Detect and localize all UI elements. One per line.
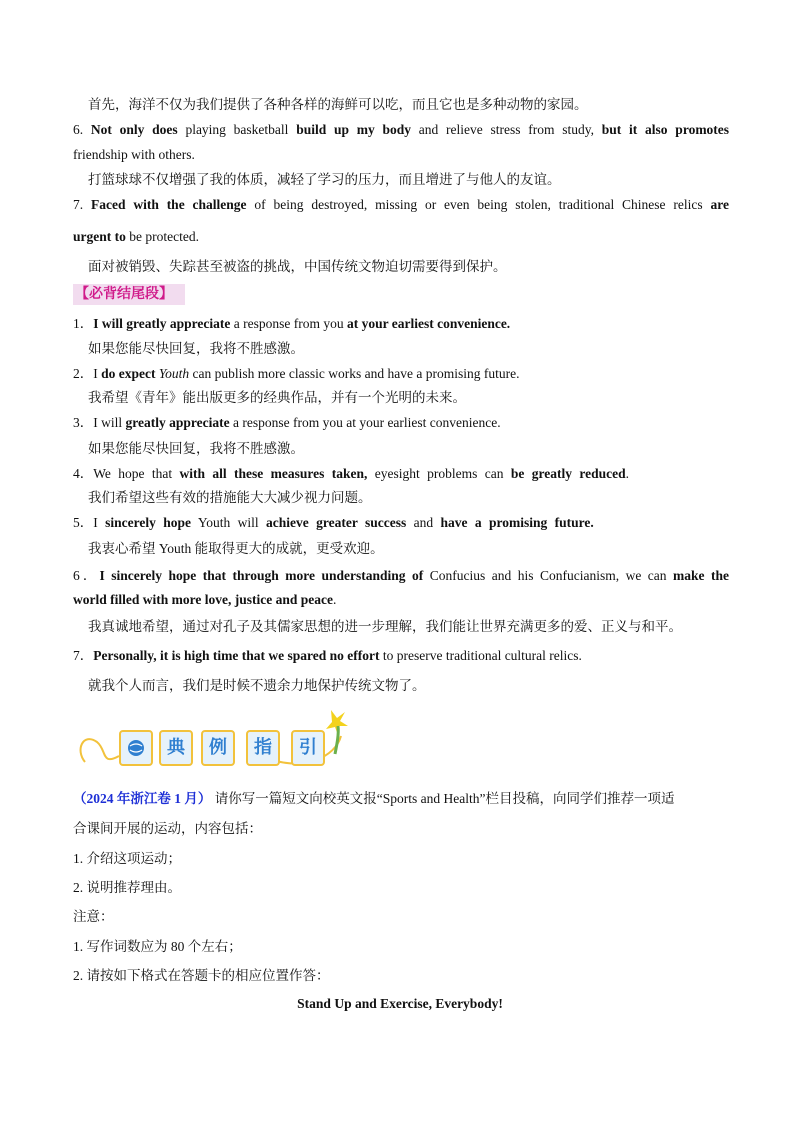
- task-note-item: 2. 请按如下格式在答题卡的相应位置作答：: [73, 968, 330, 983]
- chinese-translation: 我们希望这些有效的措施能大大减少视力问题。: [88, 490, 372, 505]
- ending-6: 6．I sincerely hope that through more understanding of Confucius and his Confucianism, we can make the: [73, 568, 730, 583]
- chinese-translation: 我真诚地希望，通过对孔子及其儒家思想的进一步理解，我们能让世界充满更多的爱、正义与和平。: [88, 619, 682, 634]
- sentence-6-cont: friendship with others.: [73, 147, 195, 162]
- ending-1: 1．I will greatly appreciate a response from you at your earliest convenience.: [73, 316, 511, 331]
- ending-3: 3．I will greatly appreciate a response from you at your earliest convenience.: [73, 415, 501, 430]
- sentence-7-cont: urgent to be protected.: [73, 229, 199, 244]
- task-note-item: 1. 写作词数应为 80 个左右；: [73, 939, 242, 954]
- chinese-translation: 首先，海洋不仅为我们提供了各种各样的海鲜可以吃，而且它也是多种动物的家园。: [88, 97, 588, 112]
- banner-tile: 引: [291, 730, 325, 766]
- banner-tile: 例: [201, 730, 235, 766]
- ending-5: 5．I sincerely hope Youth will achieve greater success and have a promising future.: [73, 515, 594, 530]
- chinese-translation: 打篮球球不仅增强了我的体质，减轻了学习的压力，而且增进了与他人的友谊。: [88, 172, 561, 187]
- chinese-translation: 就我个人而言，我们是时候不遗余力地保护传统文物了。: [88, 678, 426, 693]
- chinese-translation: 如果您能尽快回复，我将不胜感激。: [88, 341, 304, 356]
- chinese-translation: 面对被销毁、失踪甚至被盗的挑战，中国传统文物迫切需要得到保护。: [88, 259, 507, 274]
- task-point: 2. 说明推荐理由。: [73, 880, 181, 895]
- section-banner: [73, 700, 363, 780]
- sentence-7: 7. Faced with the challenge of being destroyed, missing or even being stolen, traditional Chinese relics are: [73, 197, 730, 212]
- section-tag: 【必背结尾段】: [73, 284, 185, 305]
- chinese-translation: 我衷心希望 Youth 能取得更大的成就，更受欢迎。: [88, 541, 384, 556]
- chinese-translation: 如果您能尽快回复，我将不胜感激。: [88, 441, 304, 456]
- ending-2: 2．I do expect Youth can publish more classic works and have a promising future.: [73, 366, 520, 381]
- banner-tile: 指: [246, 730, 280, 766]
- task-source: （2024 年浙江卷 1 月）: [73, 791, 212, 806]
- globe-icon: [127, 739, 145, 757]
- task-prompt-cont: 合课间开展的运动，内容包括：: [73, 821, 262, 836]
- essay-title: Stand Up and Exercise, Everybody!: [297, 996, 503, 1011]
- task-prompt: （2024 年浙江卷 1 月） 请你写一篇短文向校英文报“Sports and Health”栏目投稿，向同学们推荐一项适: [73, 791, 675, 806]
- banner-tile: 典: [159, 730, 193, 766]
- chinese-translation: 我希望《青年》能出版更多的经典作品，并有一个光明的未来。: [88, 390, 466, 405]
- ending-4: 4．We hope that with all these measures taken, eyesight problems can be greatly reduced.: [73, 466, 629, 481]
- task-note: 注意：: [73, 909, 114, 924]
- ending-6-cont: world filled with more love, justice and peace.: [73, 592, 337, 607]
- ending-7: 7．Personally, it is high time that we spared no effort to preserve traditional cultural relics.: [73, 648, 582, 663]
- task-point: 1. 介绍这项运动；: [73, 851, 181, 866]
- banner-tile-globe: [119, 730, 153, 766]
- sentence-6: 6. Not only does playing basketball build up my body and relieve stress from study, but it also promotes: [73, 122, 730, 137]
